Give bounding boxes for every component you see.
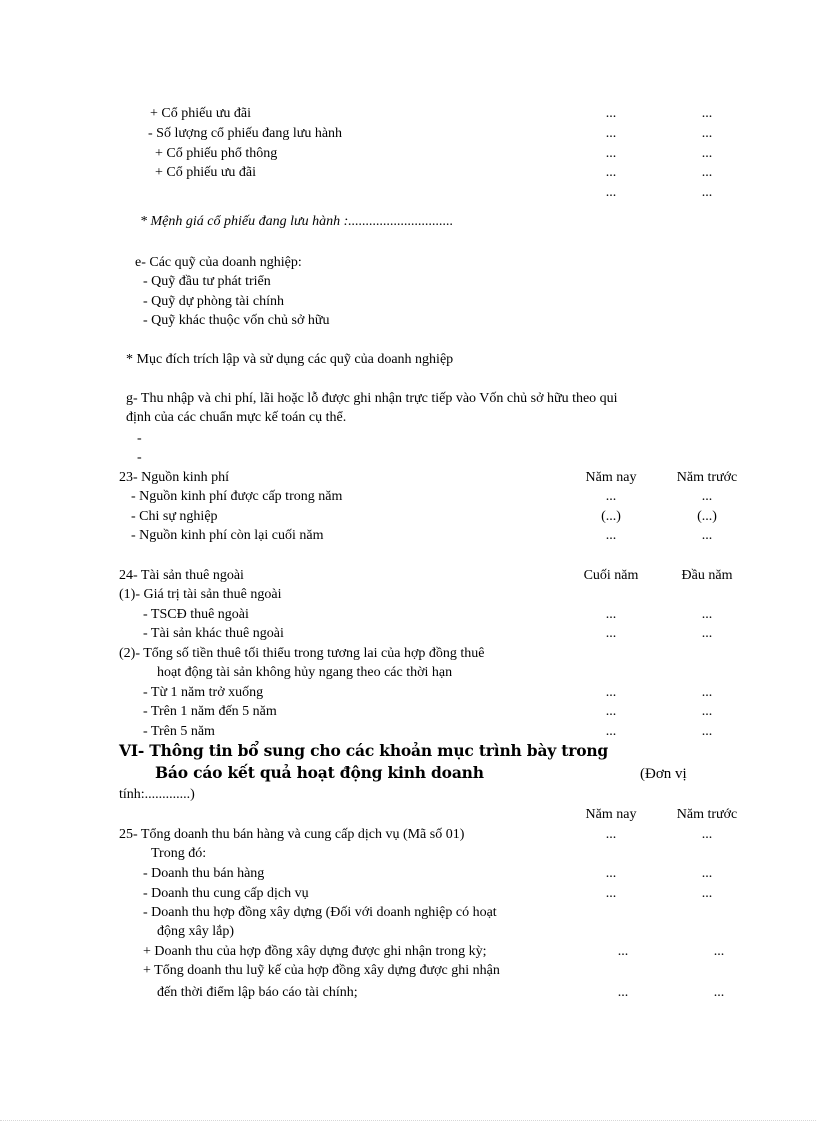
page-bottom-rule <box>0 1120 816 1121</box>
section-23-title: 23- Nguồn kinh phí <box>119 470 230 485</box>
value-this-year: ... <box>605 185 617 200</box>
column-header: Năm trước <box>676 807 738 822</box>
in-which-label: Trong đó: <box>151 846 207 861</box>
value-this-year: ... <box>605 106 617 121</box>
section-25-item: đến thời điểm lập báo cáo tài chính; <box>157 985 358 1000</box>
par-value-note: * Mệnh giá cổ phiếu đang lưu hành :.............................. <box>140 214 454 229</box>
section-24-sub2: (2)- Tổng số tiền thuê tối thiểu trong tương lai của hợp đồng thuê <box>119 646 485 661</box>
income-g-line: định của các chuẩn mực kế toán cụ thể. <box>126 410 347 425</box>
value-prior-year: (...) <box>697 509 717 524</box>
section-23-row: - Nguồn kinh phí còn lại cuối năm <box>131 528 324 543</box>
value-prior-year: ... <box>701 106 713 121</box>
section-24-title: 24- Tài sản thuê ngoài <box>119 568 244 583</box>
outstanding-shares-label: - Số lượng cổ phiếu đang lưu hành <box>148 126 343 141</box>
blank-dash: - <box>137 450 142 465</box>
value-this-year: ... <box>605 866 617 881</box>
value-prior-year: ... <box>701 866 713 881</box>
value-start-year: ... <box>701 685 713 700</box>
section-24-item: - Tài sản khác thuê ngoài <box>143 626 284 641</box>
value-prior-year: ... <box>701 489 713 504</box>
value-end-year: ... <box>605 607 617 622</box>
section-25-title: 25- Tổng doanh thu bán hàng và cung cấp dịch vụ (Mã số 01) <box>119 827 465 842</box>
value-start-year: ... <box>701 626 713 641</box>
value-prior-year: ... <box>701 165 713 180</box>
value-end-year: ... <box>605 724 617 739</box>
section-24-item: - TSCĐ thuê ngoài <box>143 607 249 622</box>
value-prior-year: ... <box>701 827 713 842</box>
blank-dash: - <box>137 431 142 446</box>
section-25-item: - Doanh thu cung cấp dịch vụ <box>143 886 309 901</box>
common-shares-label: + Cổ phiếu phổ thông <box>155 146 278 161</box>
value-end-year: ... <box>605 704 617 719</box>
section-23-row: - Nguồn kinh phí được cấp trong năm <box>131 489 343 504</box>
column-header: Cuối năm <box>583 568 639 583</box>
funds-purpose-note: * Mục đích trích lập và sử dụng các quỹ của doanh nghiệp <box>126 352 454 367</box>
section-23-row: - Chi sự nghiệp <box>131 509 218 524</box>
value-end-year: ... <box>605 685 617 700</box>
section-24-item: - Từ 1 năm trở xuống <box>143 685 264 700</box>
value-this-year: ... <box>617 944 629 959</box>
column-header: Đầu năm <box>681 568 733 583</box>
preferred-shares-label: + Cổ phiếu ưu đãi <box>150 106 252 121</box>
value-this-year: ... <box>617 985 629 1000</box>
value-this-year: (...) <box>601 509 621 524</box>
value-this-year: ... <box>605 886 617 901</box>
section-25-item: + Tổng doanh thu luỹ kế của hợp đồng xây dựng được ghi nhận <box>143 963 500 978</box>
fund-item: - Quỹ khác thuộc vốn chủ sở hữu <box>143 313 330 328</box>
value-prior-year: ... <box>701 126 713 141</box>
section-vi-heading: VI- Thông tin bổ sung cho các khoản mục trình bày trong <box>119 741 609 760</box>
value-prior-year: ... <box>701 146 713 161</box>
value-end-year: ... <box>605 626 617 641</box>
section-24-sub2: hoạt động tài sản không hủy ngang theo các thời hạn <box>157 665 453 680</box>
value-prior-year: ... <box>713 985 725 1000</box>
funds-title: e- Các quỹ của doanh nghiệp: <box>135 255 302 270</box>
value-prior-year: ... <box>701 185 713 200</box>
value-start-year: ... <box>701 607 713 622</box>
fund-item: - Quỹ đầu tư phát triển <box>143 274 271 289</box>
section-25-item: động xây lắp) <box>157 924 234 939</box>
value-prior-year: ... <box>701 528 713 543</box>
value-this-year: ... <box>605 489 617 504</box>
income-g-line: g- Thu nhập và chi phí, lãi hoặc lỗ được ghi nhận trực tiếp vào Vốn chủ sở hữu theo qui <box>126 391 618 406</box>
value-this-year: ... <box>605 146 617 161</box>
section-25-item: - Doanh thu bán hàng <box>143 866 265 881</box>
section-25-item: - Doanh thu hợp đồng xây dựng (Đối với doanh nghiệp có hoạt <box>143 905 497 920</box>
value-prior-year: ... <box>701 886 713 901</box>
section-25-item: + Doanh thu của hợp đồng xây dựng được ghi nhận trong kỳ; <box>143 944 487 959</box>
section-24-sub1: (1)- Giá trị tài sản thuê ngoài <box>119 587 282 602</box>
section-vi-heading: Báo cáo kết quả hoạt động kinh doanh <box>155 763 484 782</box>
value-this-year: ... <box>605 827 617 842</box>
value-this-year: ... <box>605 126 617 141</box>
preferred-shares-label: + Cổ phiếu ưu đãi <box>155 165 257 180</box>
column-header: Năm nay <box>585 470 637 485</box>
value-prior-year: ... <box>713 944 725 959</box>
value-this-year: ... <box>605 165 617 180</box>
value-start-year: ... <box>701 704 713 719</box>
unit-label: (Đơn vị <box>640 766 687 782</box>
column-header: Năm nay <box>585 807 637 822</box>
unit-label: tính:.............) <box>119 787 195 802</box>
value-start-year: ... <box>701 724 713 739</box>
value-this-year: ... <box>605 528 617 543</box>
fund-item: - Quỹ dự phòng tài chính <box>143 294 284 309</box>
section-24-item: - Trên 1 năm đến 5 năm <box>143 704 277 719</box>
column-header: Năm trước <box>676 470 738 485</box>
section-24-item: - Trên 5 năm <box>143 724 215 739</box>
